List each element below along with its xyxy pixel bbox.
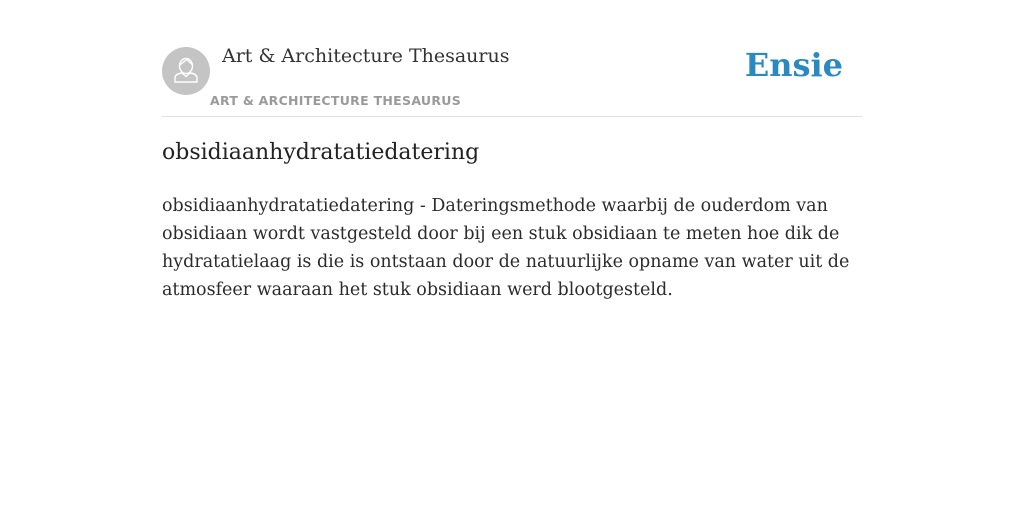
- term-title: obsidiaanhydratatiedatering: [162, 140, 480, 165]
- author-name[interactable]: Art & Architecture Thesaurus: [222, 45, 510, 67]
- author-avatar[interactable]: [162, 47, 210, 95]
- header: [162, 0, 862, 117]
- definition-text: obsidiaanhydratatiedatering - Dateringsmethode waarbij de ouderdom van obsidiaan wordt vastgesteld door bij een stuk obsidiaan te meten hoe dik de hydratatielaag is die is ontstaan door de natuurlijke opname van water uit de atmosfeer waaraan het stuk obsidiaan werd blootgesteld.: [162, 196, 850, 300]
- brand-logo[interactable]: Ensie: [744, 46, 843, 84]
- user-silhouette-icon: [162, 47, 210, 95]
- source-tag[interactable]: ART & ARCHITECTURE THESAURUS: [210, 93, 462, 108]
